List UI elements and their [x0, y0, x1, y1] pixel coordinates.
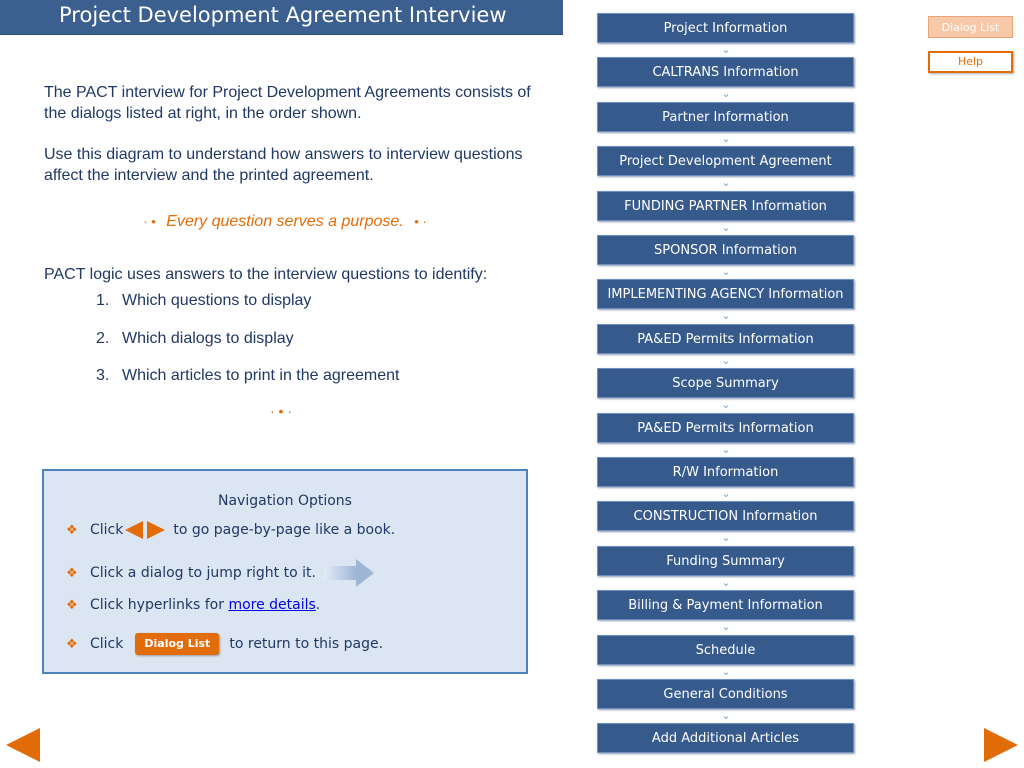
- flow-down-arrow-icon: ⌄: [721, 88, 731, 101]
- end-dots: · • ·: [270, 403, 293, 419]
- nav-option-text: Click: [90, 636, 124, 652]
- flow-down-arrow-icon: ⌄: [721, 177, 731, 190]
- nav-option-text: Click a dialog to jump right to it.: [90, 565, 316, 581]
- flow-down-arrow-icon: ⌄: [721, 266, 731, 278]
- dialog-list-sample-button: Dialog List: [135, 633, 219, 655]
- flow-dialog-16[interactable]: General Conditions: [597, 679, 854, 709]
- intro-paragraph-2: Use this diagram to understand how answers to interview questions affect the interview and the printed agreement.: [44, 146, 523, 184]
- flow-down-arrow-icon: ⌄: [721, 443, 731, 456]
- motto-left-dots: · •: [143, 214, 156, 229]
- next-page-arrow-icon[interactable]: [984, 728, 1018, 762]
- title-bar: [0, 0, 563, 35]
- flow-down-arrow-icon: ⌄: [721, 310, 731, 323]
- page-arrows-icon: [125, 521, 165, 539]
- flow-down-arrow-icon: ⌄: [721, 399, 731, 412]
- nav-option-row-3: [66, 597, 320, 613]
- logic-list: [96, 292, 399, 405]
- nav-option-text: to go page-by-page like a book.: [173, 522, 396, 538]
- motto: [0, 213, 570, 231]
- nav-option-row-1: [66, 521, 395, 539]
- motto-text: Every question serves a purpose.: [166, 213, 404, 230]
- flow-down-arrow-icon: ⌄: [721, 44, 731, 56]
- flow-down-arrow-icon: ⌄: [721, 710, 731, 722]
- flow-dialog-2[interactable]: CALTRANS Information: [597, 57, 854, 87]
- page-title: Project Development Agreement Interview: [59, 3, 507, 27]
- flow-dialog-14[interactable]: Billing & Payment Information: [597, 590, 854, 620]
- nav-option-text: .: [315, 597, 321, 613]
- previous-page-arrow-icon[interactable]: [6, 728, 40, 762]
- flow-dialog-11[interactable]: R/W Information: [597, 457, 854, 487]
- mini-prev-arrow-icon: [125, 521, 143, 539]
- navigation-options-title: Navigation Options: [218, 493, 352, 509]
- flow-down-arrow-icon: ⌄: [721, 354, 731, 367]
- logic-paragraph: PACT logic uses answers to the interview questions to identify:: [44, 266, 488, 283]
- flow-dialog-9[interactable]: Scope Summary: [597, 368, 854, 398]
- flow-dialog-7[interactable]: IMPLEMENTING AGENCY Information: [597, 279, 854, 309]
- dialog-list-button[interactable]: Dialog List: [928, 16, 1013, 38]
- list-item: [96, 330, 399, 368]
- motto-right-dots: • ·: [414, 214, 427, 229]
- list-text: Which questions to display: [122, 292, 312, 309]
- flow-dialog-5[interactable]: FUNDING PARTNER Information: [597, 191, 854, 221]
- flow-dialog-17[interactable]: Add Additional Articles: [597, 723, 854, 753]
- diamond-bullet-icon: ❖: [66, 636, 78, 652]
- navigation-options-panel: [42, 469, 528, 674]
- nav-option-row-2: [66, 559, 374, 587]
- list-number: 3.: [96, 367, 110, 384]
- flow-down-arrow-icon: ⌄: [721, 221, 731, 234]
- flow-dialog-13[interactable]: Funding Summary: [597, 546, 854, 576]
- flow-down-arrow-icon: ⌄: [721, 576, 731, 589]
- diamond-bullet-icon: ❖: [66, 565, 78, 581]
- nav-option-text: Click hyperlinks for: [90, 597, 229, 613]
- flow-dialog-12[interactable]: CONSTRUCTION Information: [597, 501, 854, 531]
- list-number: 2.: [96, 329, 110, 347]
- flow-down-arrow-icon: ⌄: [721, 621, 731, 634]
- list-number: 1.: [96, 292, 110, 309]
- flow-down-arrow-icon: ⌄: [721, 532, 731, 545]
- flow-down-arrow-icon: ⌄: [721, 665, 731, 678]
- flow-dialog-3[interactable]: Partner Information: [597, 102, 854, 132]
- list-item: [96, 292, 399, 330]
- flow-dialog-4[interactable]: Project Development Agreement: [597, 146, 854, 176]
- diamond-bullet-icon: ❖: [66, 522, 78, 538]
- intro-paragraph-1: The PACT interview for Project Development Agreements consists of the dialogs listed at right, in the order shown.: [44, 84, 531, 122]
- flow-dialog-15[interactable]: Schedule: [597, 635, 854, 665]
- diamond-bullet-icon: ❖: [66, 597, 78, 613]
- nav-option-text: Click: [90, 522, 124, 538]
- list-text: Which articles to print in the agreement: [122, 367, 400, 384]
- mini-next-arrow-icon: [147, 521, 165, 539]
- help-button[interactable]: Help: [928, 51, 1013, 73]
- flow-dialog-1[interactable]: Project Information: [597, 13, 854, 43]
- flow-dialog-10[interactable]: PA&ED Permits Information: [597, 413, 854, 443]
- right-arrow-icon: [324, 559, 374, 587]
- nav-option-row-4: [66, 633, 383, 655]
- nav-option-text: to return to this page.: [229, 636, 384, 652]
- flow-dialog-8[interactable]: PA&ED Permits Information: [597, 324, 854, 354]
- list-text: Which dialogs to display: [122, 329, 294, 347]
- list-item: [96, 367, 399, 405]
- flow-down-arrow-icon: ⌄: [721, 132, 731, 145]
- flow-down-arrow-icon: ⌄: [721, 488, 731, 500]
- flow-dialog-6[interactable]: SPONSOR Information: [597, 235, 854, 265]
- more-details-link[interactable]: more details: [228, 597, 316, 613]
